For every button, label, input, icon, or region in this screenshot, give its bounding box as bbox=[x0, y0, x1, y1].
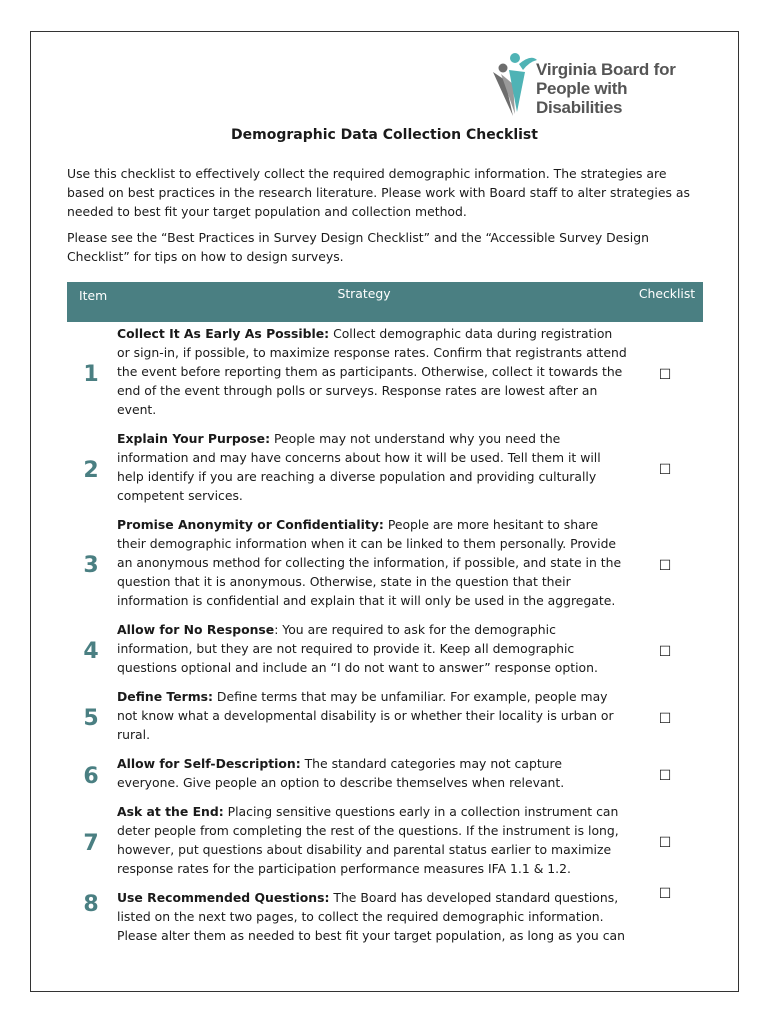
logo-text bbox=[536, 60, 706, 117]
logo-line-2: People with Disabilities bbox=[536, 79, 628, 117]
strategy-body: People are more hesitant to share their demographic information when it can be linked to them personally. Provide an anonymous method for collecting the information, if possible, and state in the question that it is anonymous. Otherwise, state in the question that their information is confidential and explain that it will only be used in the aggregate. bbox=[117, 517, 622, 608]
item-number: 2 bbox=[83, 457, 99, 483]
logo-line-1: Virginia Board for bbox=[536, 60, 676, 79]
strategy-text bbox=[115, 752, 627, 800]
strategy-title: Promise Anonymity or Confidentiality: bbox=[117, 517, 384, 532]
item-number: 7 bbox=[83, 830, 99, 856]
table-row bbox=[67, 427, 703, 513]
strategy-body: The Board has developed standard questions, listed on the next two pages, to collect the required demographic information. Please alter them as needed to best fit your target population, as long as you can bbox=[117, 890, 625, 943]
strategy-title: Ask at the End: bbox=[117, 804, 224, 819]
strategy-title: Allow for No Response bbox=[117, 622, 275, 637]
item-number: 1 bbox=[83, 362, 99, 387]
table-row bbox=[67, 800, 703, 886]
checkbox[interactable]: ☐ bbox=[658, 835, 672, 851]
strategy-title: Explain Your Purpose: bbox=[117, 431, 271, 446]
strategy-title: Define Terms: bbox=[117, 689, 213, 704]
item-number: 5 bbox=[83, 706, 99, 731]
strategy-body: The standard categories may not capture everyone. Give people an option to describe themselves when relevant. bbox=[117, 756, 565, 790]
checklist-table-body bbox=[67, 322, 703, 953]
checkbox[interactable]: ☐ bbox=[658, 886, 672, 902]
table-row bbox=[67, 752, 703, 800]
header-checklist: Checklist bbox=[638, 286, 696, 301]
strategy-body: Collect demographic data during registration or sign-in, if possible, to maximize response rates. Confirm that registrants attend the event before reporting them as participants. Otherwise, collect it towards the end of the event through polls or surveys. Response rates are lowest after an event. bbox=[117, 326, 627, 417]
table-header bbox=[67, 282, 703, 322]
strategy-title: Allow for Self-Description: bbox=[117, 756, 301, 771]
checkbox[interactable]: ☐ bbox=[658, 710, 672, 727]
checkbox[interactable]: ☐ bbox=[658, 366, 672, 383]
strategy-body: Placing sensitive questions early in a collection instrument can deter people from completing the rest of the questions. If the instrument is long, however, put questions about disability and parental status earlier to maximize response rates for the participation performance measures IFA 1.1 & 1.2. bbox=[117, 804, 619, 876]
strategy-text bbox=[115, 886, 627, 953]
header-strategy: Strategy bbox=[337, 286, 391, 301]
people-figures-icon bbox=[491, 50, 539, 118]
checkbox[interactable]: ☐ bbox=[658, 643, 672, 660]
table-row bbox=[67, 322, 703, 427]
checkbox[interactable]: ☐ bbox=[658, 462, 672, 478]
strategy-text bbox=[115, 427, 627, 513]
strategy-body: : You are required to ask for the demographic information, but they are not required to provide it. Keep all demographic questions optional and include an “I do not want to answer” response option. bbox=[117, 622, 598, 675]
page-title: Demographic Data Collection Checklist bbox=[231, 127, 538, 143]
strategy-body: Define terms that may be unfamiliar. For example, people may not know what a developmental disability is or whether their locality is urban or rural. bbox=[117, 689, 614, 742]
table-row bbox=[67, 618, 703, 685]
strategy-text bbox=[115, 800, 627, 886]
strategy-text bbox=[115, 322, 627, 427]
strategy-body: People may not understand why you need the information and may have concerns about how it will be used. Tell them it will help identify if you are reaching a diverse population and providing culturally competent services. bbox=[117, 431, 601, 503]
table-row bbox=[67, 513, 703, 618]
checkbox[interactable]: ☐ bbox=[658, 768, 672, 784]
strategy-text bbox=[115, 618, 627, 685]
intro-paragraph-1: Use this checklist to effectively collect the required demographic information. The strategies are based on best practices in the research literature. Please work with Board staff to alter strategies as needed to best fit your target population and collection method. bbox=[67, 166, 690, 219]
item-number: 3 bbox=[83, 553, 99, 578]
intro-paragraph-2: Please see the “Best Practices in Survey Design Checklist” and the “Accessible Survey Design Checklist” for tips on how to design surveys. bbox=[67, 230, 649, 264]
item-number: 4 bbox=[83, 639, 99, 664]
header-item: Item bbox=[79, 288, 108, 303]
strategy-title: Collect It As Early As Possible: bbox=[117, 326, 330, 341]
strategy-text bbox=[115, 685, 627, 752]
organization-logo bbox=[491, 50, 706, 120]
strategy-title: Use Recommended Questions: bbox=[117, 890, 330, 905]
table-row bbox=[67, 886, 703, 953]
item-number: 6 bbox=[83, 763, 99, 789]
document-page bbox=[30, 31, 739, 992]
checkbox[interactable]: ☐ bbox=[658, 557, 672, 574]
item-number: 8 bbox=[83, 892, 99, 917]
table-row bbox=[67, 685, 703, 752]
strategy-text bbox=[115, 513, 627, 618]
